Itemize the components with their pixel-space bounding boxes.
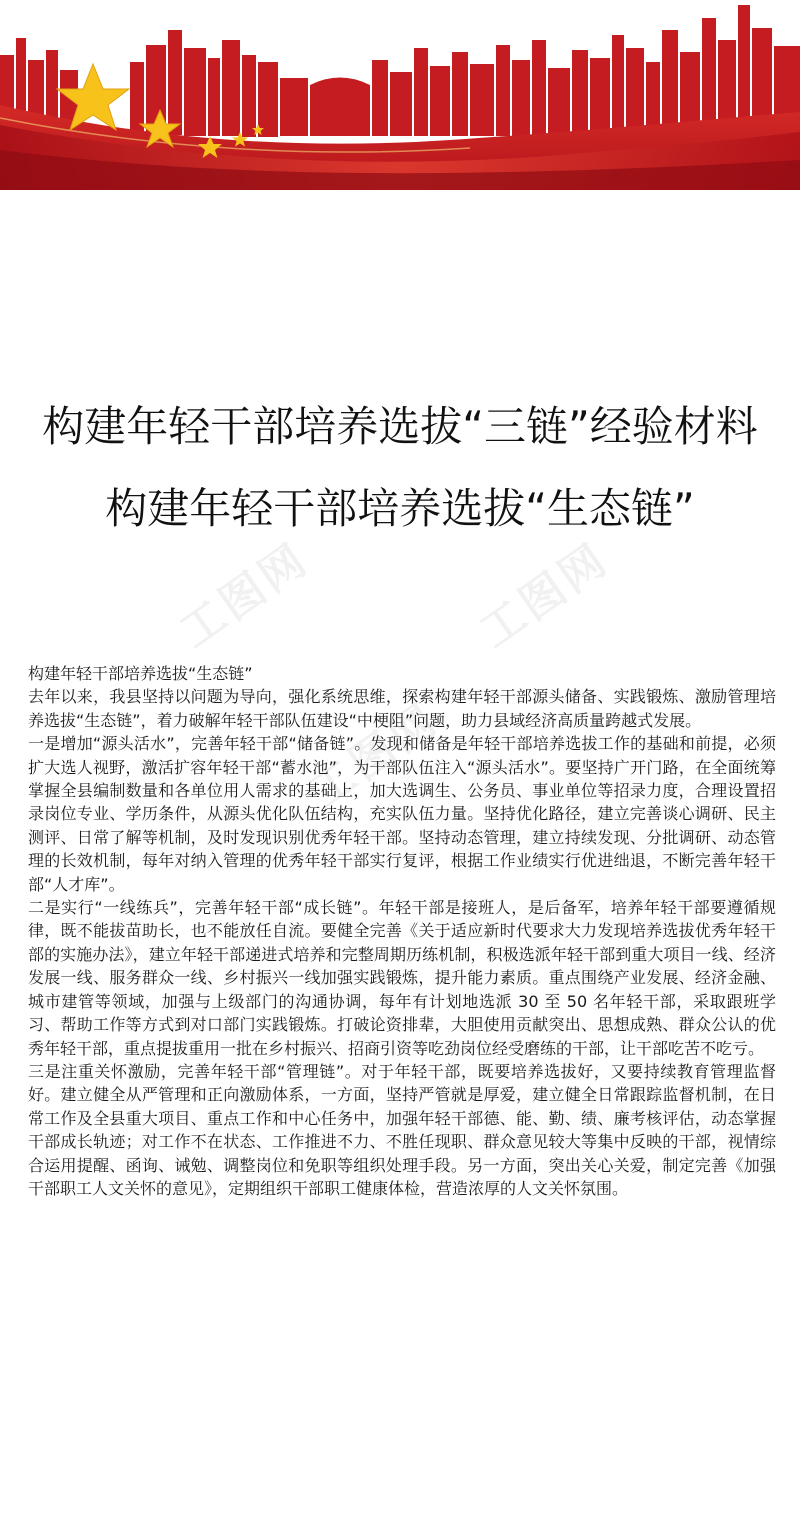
watermark-text: 工图网	[470, 533, 619, 658]
document-title: 构建年轻干部培养选拔“三链”经验材料构建年轻干部培养选拔“生态链”	[42, 402, 758, 533]
paragraph-heading: 构建年轻干部培养选拔“生态链”	[28, 664, 253, 683]
watermark-text: 工图网	[170, 533, 319, 658]
paragraph-point-2: 二是实行“一线练兵”，完善年轻干部“成长链”。年轻干部是接班人，是后备军，培养年轻干部要遵循规律，既不能拔苗助长，也不能放任自流。要健全完善《关于适应新时代要求大力发现培养选拔优秀年轻干部的实施办法》，建立年轻干部递进式培养和完整周期历练机制，积极选派年轻干部到重大项目一线、经济发展一线、服务群众一线、乡村振兴一线加强实践锻炼，提升能力素质。重点围绕产业发展、经济金融、城市建管等领域，加强与上级部门的沟通协调，每年有计划地选派 30 至 50 名年轻干部，采取跟班学习、帮助工作等方式到对口部门实践锻炼。打破论资排辈，大胆使用贡献突出、思想成熟、群众公认的优秀年轻干部，重点提拔重用一批在乡村振兴、招商引资等吃劲岗位经受磨练的干部，让干部吃苦不吃亏。	[28, 898, 776, 1058]
paragraph-point-3: 三是注重关怀激励，完善年轻干部“管理链”。对于年轻干部，既要培养选拔好，又要持续教育管理监督好。建立健全从严管理和正向激励体系，一方面，坚持严管就是厚爱，建立健全日常跟踪监督机制，在日常工作及全县重大项目、重点工作和中心任务中，加强年轻干部德、能、勤、绩、廉考核评估，动态掌握干部成长轨迹；对工作不在状态、工作推进不力、不胜任现职、群众意见较大等集中反映的干部，视情综合运用提醒、函询、诫勉、调整岗位和免职等组织处理手段。另一方面，突出关心关爱，制定完善《加强干部职工人文关怀的意见》，定期组织干部职工健康体检，营造浓厚的人文关怀氛围。	[28, 1061, 776, 1198]
document-body	[28, 662, 776, 1200]
header-banner	[0, 0, 800, 190]
watermark-text: 工图网	[300, 693, 449, 818]
city-skyline	[0, 5, 800, 137]
paragraph-point-1: 一是增加“源头活水”，完善年轻干部“储备链”。发现和储备是年轻干部培养选拔工作的基础和前提，必须扩大选人视野，激活扩容年轻干部“蓄水池”，为干部队伍注入“源头活水”。要坚持广开门路，在全面统筹掌握全县编制数量和各单位用人需求的基础上，加大选调生、公务员、事业单位等招录力度，合理设置招录岗位专业、学历条件，从源头优化队伍结构，充实队伍力量。坚持优化路径，建立完善谈心调研、民主测评、日常了解等机制，及时发现识别优秀年轻干部。坚持动态管理，建立持续发现、分批调研、动态管理的长效机制，每年对纳入管理的优秀年轻干部实行复评，根据工作业绩实行优进绌退，不断完善年轻干部“人才库”。	[28, 734, 776, 894]
paragraph-intro: 去年以来，我县坚持以问题为导向，强化系统思维，探索构建年轻干部源头储备、实践锻炼、激励管理培养选拔“生态链”，着力破解年轻干部队伍建设“中梗阻”问题，助力县域经济高质量跨越式发展。	[28, 687, 776, 730]
